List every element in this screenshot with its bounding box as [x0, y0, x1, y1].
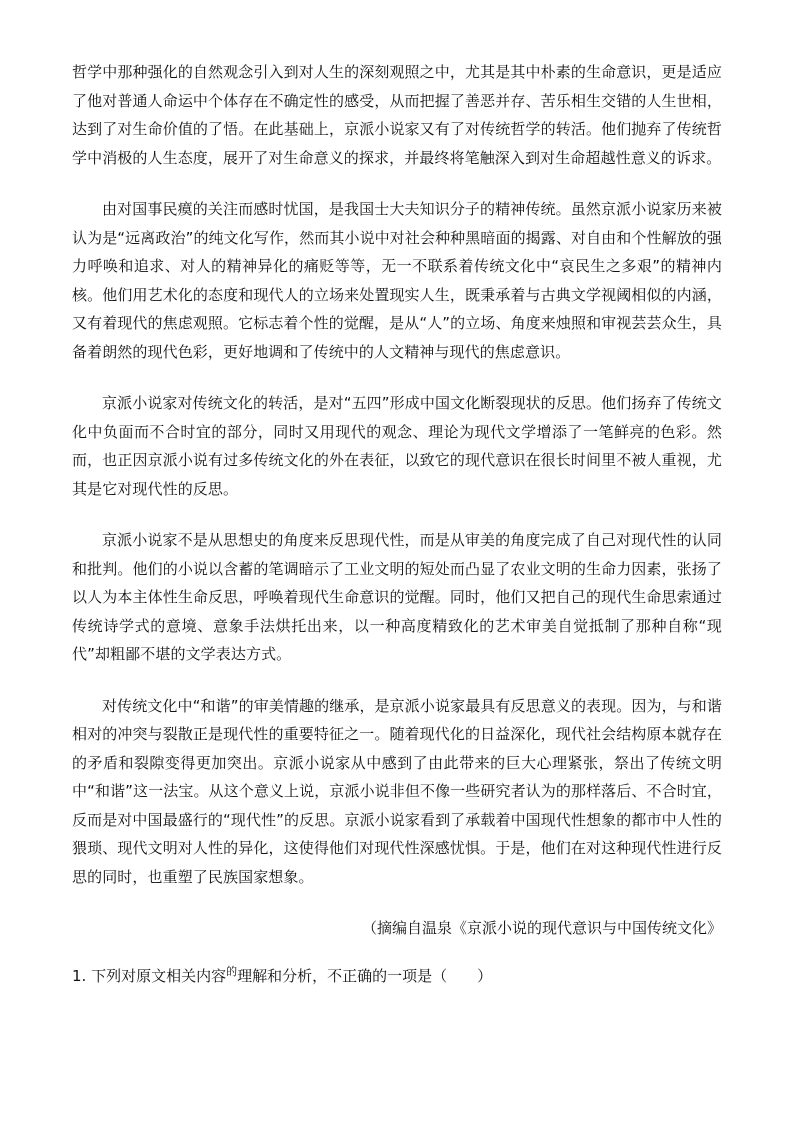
document-page: [72, 58, 722, 992]
question-1: [72, 962, 722, 992]
paragraph-4: 京派小说家不是从思想史的角度来反思现代性，而是从审美的角度完成了自己对现代性的认同和批判。他们的小说以含蓄的笔调暗示了工业文明的短处而凸显了农业文明的生命力因素，张扬了以人为本主体性生命反思，呼唤着现代生命意识的觉醒。同时，他们又把自己的现代生命思索通过传统诗学式的意境、意象手法烘托出来，以一种高度精致化的艺术审美自觉抵制了那种自称“现代”却粗鄙不堪的文学表达方式。: [72, 531, 722, 663]
source-citation: （摘编自温泉《京派小说的现代意识与中国传统文化》: [361, 919, 722, 937]
question-small-char: 的: [226, 965, 238, 978]
paragraph-3: 京派小说家对传统文化的转活，是对“五四”形成中国文化断裂现状的反思。他们扬弃了传统文化中负面而不合时宜的部分，同时又用现代的观念、理论为现代文学增添了一笔鲜亮的色彩。然而，也正因京派小说有过多传统文化的外在表征，以致它的现代意识在很长时间里不被人重视，尤其是它对现代性的反思。: [72, 394, 722, 498]
question-prefix: 下列对原文相关内容: [91, 967, 227, 985]
paragraph-1: 哲学中那种强化的自然观念引入到对人生的深刻观照之中，尤其是其中朴素的生命意识，更是适应了他对普通人命运中个体存在不确定性的感受，从而把握了善恶并存、苦乐相生交错的人生世相，达到了对生命价值的了悟。在此基础上，京派小说家又有了对传统哲学的转活。他们抛弃了传统哲学中消极的人生态度，展开了对生命意义的探求，并最终将笔触深入到对生命超越性意义的诉求。: [72, 63, 722, 167]
question-number: 1.: [72, 967, 87, 985]
paragraph-2: 由对国事民瘼的关注而感时忧国，是我国士大夫知识分子的精神传统。虽然京派小说家历来被认为是“远离政治”的纯文化写作，然而其小说中对社会种种黑暗面的揭露、对自由和个性解放的强力呼唤和追求、对人的精神异化的痛贬等等，无一不联系着传统文化中“哀民生之多艰”的精神内核。他们用艺术化的态度和现代人的立场来处置现实人生，既秉承着与古典文学视阈相似的内涵，又有着现代的焦虑观照。它标志着个性的觉醒，是从“人”的立场、角度来烛照和审视芸芸众生，具备着朗然的现代色彩，更好地调和了传统中的人文精神与现代的焦虑意识。: [72, 200, 722, 361]
question-suffix: 理解和分析，不正确的一项是（ ）: [237, 967, 493, 985]
paragraph-5: 对传统文化中“和谐”的审美情趣的继承，是京派小说家最具有反思意义的表现。因为，与和谐相对的冲突与裂散正是现代性的重要特征之一。随着现代化的日益深化，现代社会结构原本就存在的矛盾和裂隙变得更加突出。京派小说家从中感到了由此带来的巨大心理紧张，祭出了传统文明中“和谐”这一法宝。从这个意义上说，京派小说非但不像一些研究者认为的那样落后、不合时宜，反而是对中国最盛行的“现代性”的反思。京派小说家看到了承载着中国现代性想象的都市中人性的猥琐、现代文明对人性的异化，这使得他们对现代性深感忧惧。于是，他们在对这种现代性进行反思的同时，也重塑了民族国家想象。: [72, 696, 722, 886]
